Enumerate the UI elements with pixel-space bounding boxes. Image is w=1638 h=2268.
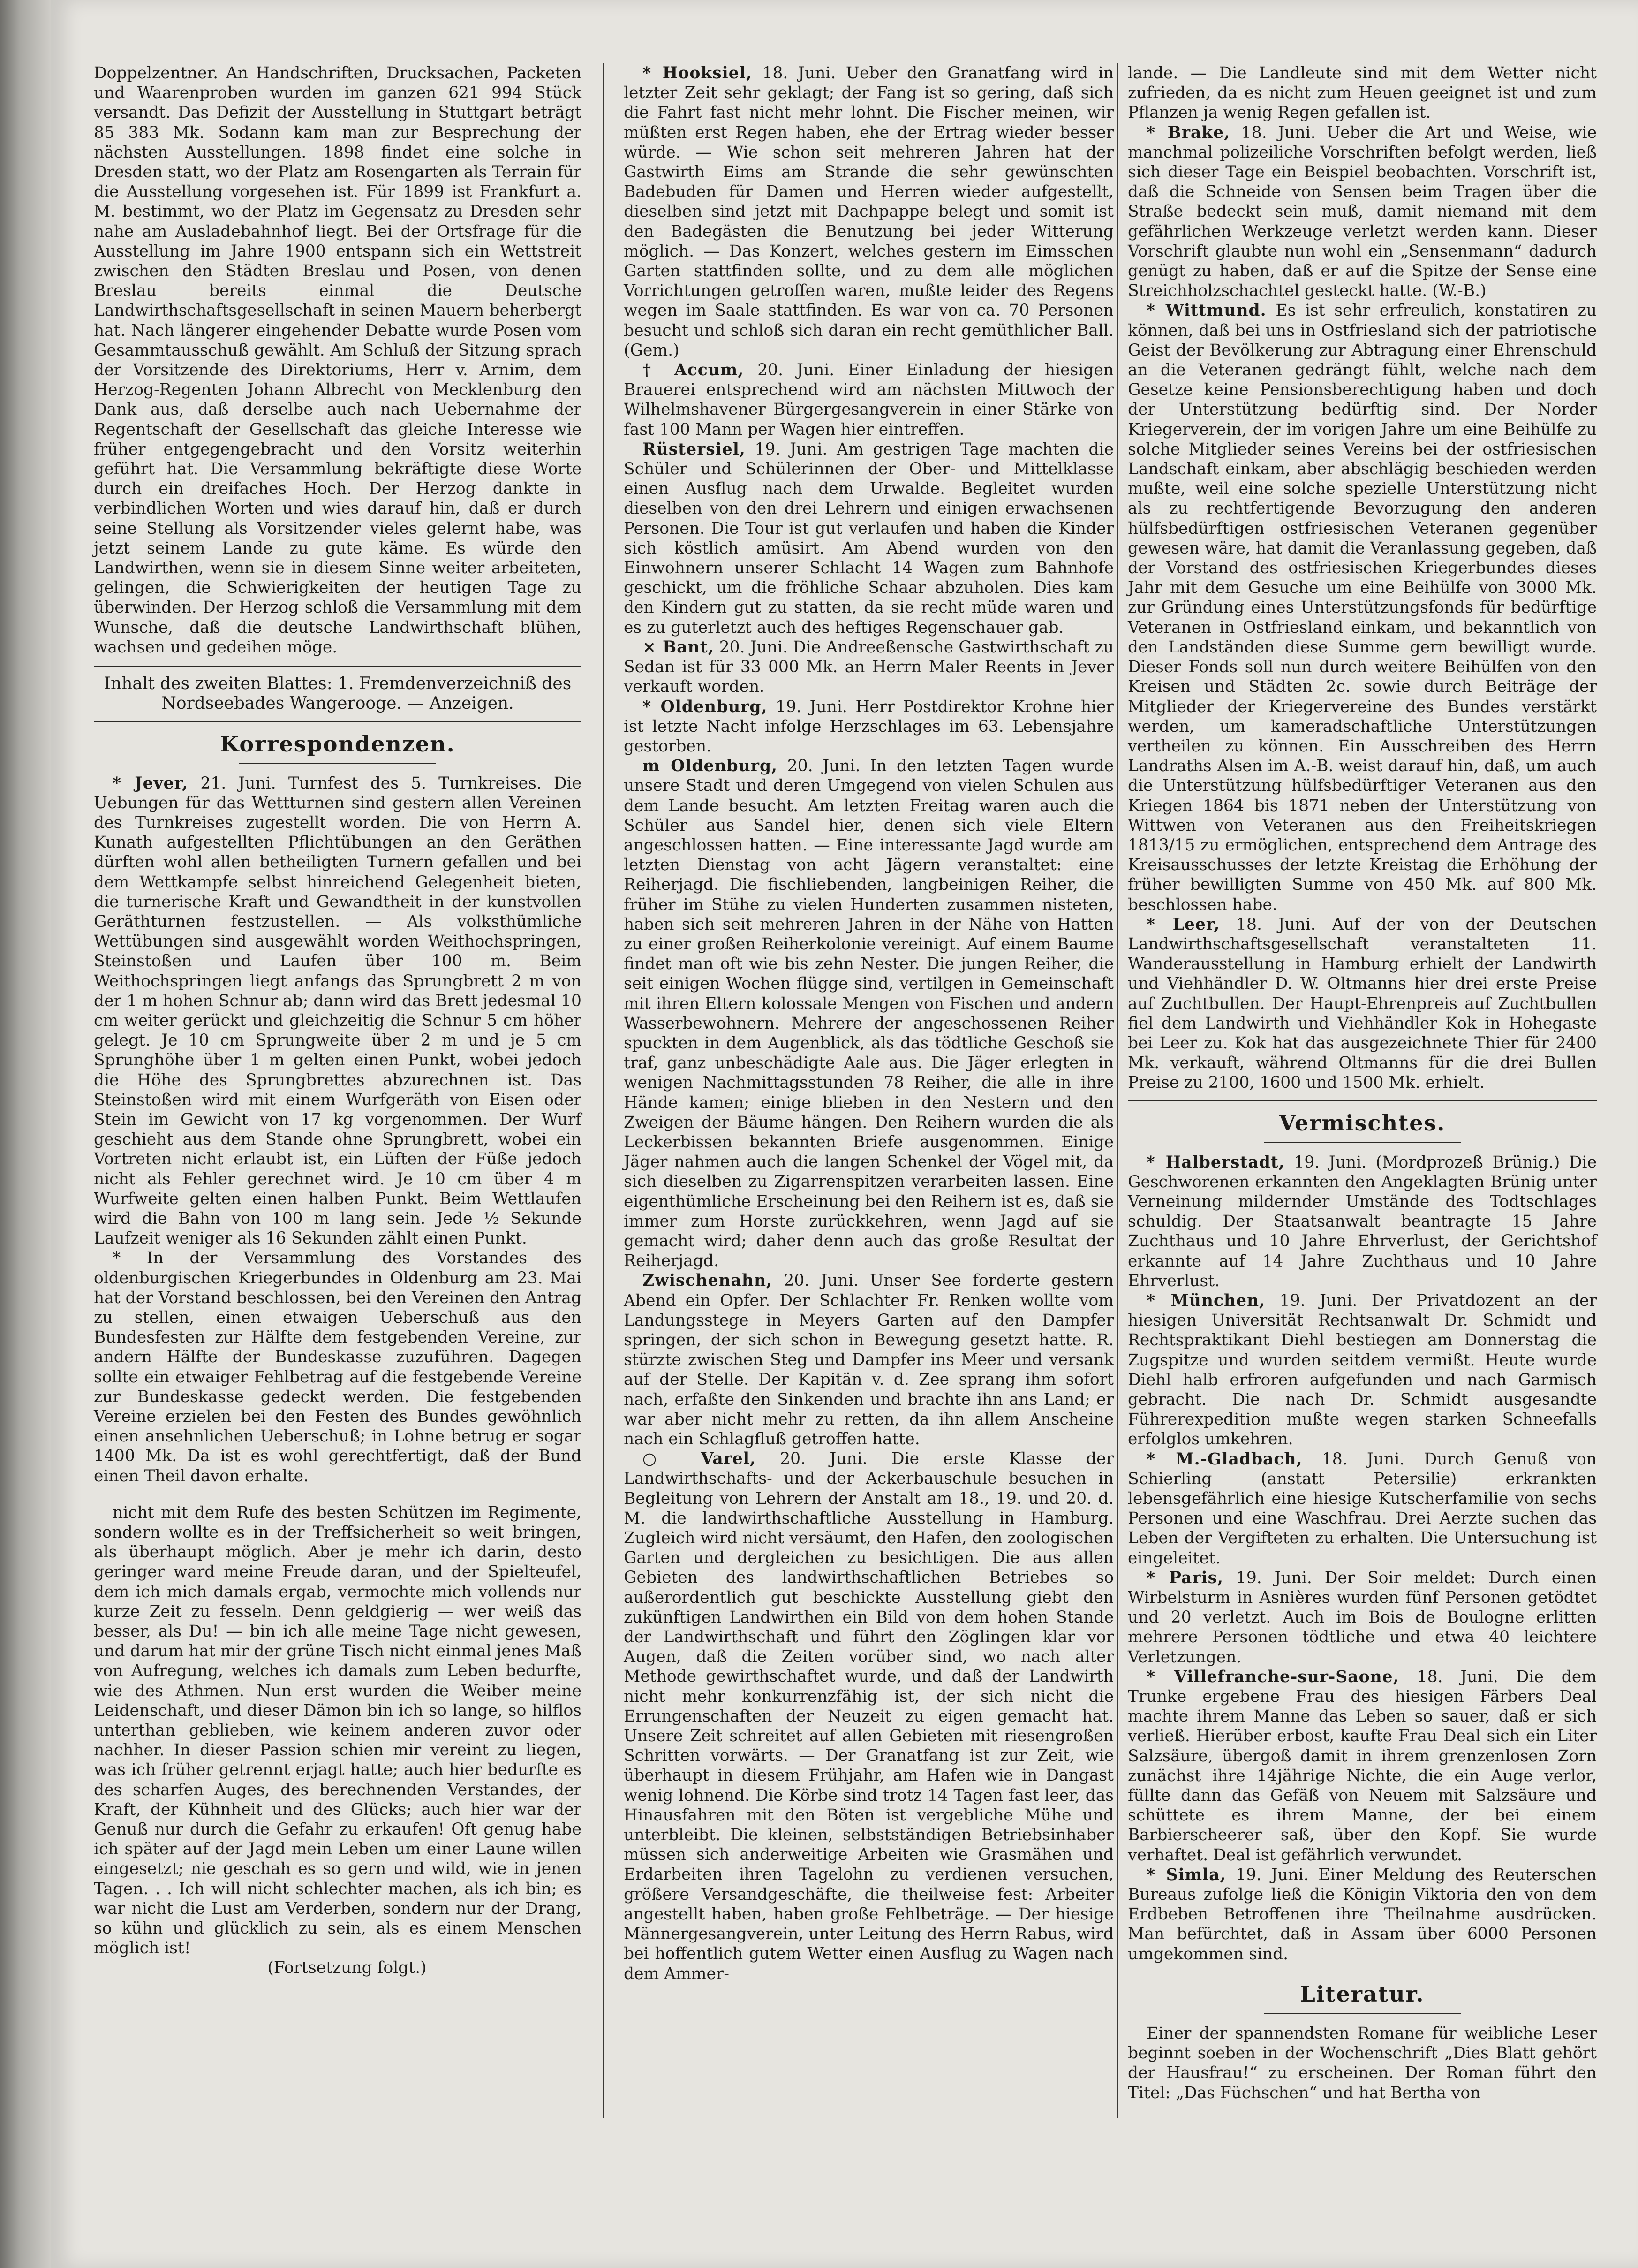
news-item: [1128, 1153, 1597, 1291]
news-text: 19. Juni. Am gestrigen Tage machten die Schüler und Schülerinnen der Ober- und Mittelklasse einen Ausflug nach dem Urwalde. Begleitet wurden dieselben von den drei Lehrern und einigen erwachsenen Personen. Die Tour ist gut verlaufen und haben die Kinder sich köstlich amüsirt. Am Abend wurden von den Einwohnern unserer Schlacht 14 Wagen zum Bahnhofe geschickt, um die fröhliche Schaar abzuholen. Dies kam den Kindern gut zu statten, da sie recht müde waren und es zu guterletzt auch des heftiges Regenschauer gab.: [624, 440, 1114, 637]
news-text: 18. Juni. Ueber die Art und Weise, wie manchmal polizeiliche Vorschriften befolgt werden, ließ sich dieser Tage ein Beispiel beobachten. Vorschrift ist, daß die Schneide von Sensen beim Tragen über die Straße bedeckt sein muß, damit niemand mit dem gefährlichen Werkzeuge verletzt werden kann. Dieser Vorschrift glaubte nun wohl ein „Sensenmann“ dadurch genügt zu haben, daß er auf die Spitze der Sense eine Streichholzschachtel gesteckt hatte. (W.-B.): [1128, 123, 1597, 301]
column-2: [624, 63, 1114, 1984]
continuation-note: (Fortsetzung folgt.): [267, 1958, 427, 1978]
news-text: 21. Juni. Turnfest des 5. Turnkreises. Die Uebungen für das Wettturnen sind gestern allen Vereinen des Turnkreises zugestellt worden. Die von Herrn A. Kunath aufgestellten Pflichtübungen an den Geräthen dürften wohl allen betheiligten Turnern gefallen und bei dem Wettkampfe selbst hinreichend Gelegenheit bieten, die turnerische Kraft und Gewandtheit in der kunstvollen Geräthturnen festzustellen. — Als volksthümliche Wettübungen sind ausgewählt worden Weithochspringen, Steinstoßen und Laufen über 100 m. Beim Weithochspringen liegt anfangs das Sprungbrett 2 m von der 1 m hohen Schnur ab; dann wird das Brett jedesmal 10 cm weiter gerückt und gleichzeitig die Schnur 5 cm höher gelegt. Je 10 cm Sprungweite über 2 m und je 5 cm Sprunghöhe über 1 m gelten einen Punkt, wobei jedoch die Höhe des Sprungbrettes abzurechnen ist. Das Steinstoßen wird mit einem Wurfgeräth von Eisen oder Stein im Gewicht von 17 kg vorgenommen. Der Wurf geschieht aus dem Stande ohne Sprungbrett, wobei ein Vortreten nicht erlaubt ist, ein Lüften der Füße jedoch nicht als Fehler gerechnet wird. Je 10 cm über 4 m Wurfweite gelten einen halben Punkt. Beim Wettlaufen wird die Bahn von 100 m lang sein. Jede ½ Sekunde Laufzeit weniger als 16 Sekunden zählt einen Punkt.: [94, 774, 582, 1248]
news-text: 18. Juni. Ueber den Granatfang wird in letzter Zeit sehr geklagt; der Fang ist so gering, daß sich die Fahrt fast nicht mehr lohnt. Die Fischer meinen, wir müßten erst Regen haben, ehe der Ertrag wieder besser würde. — Wie schon seit mehreren Jahren hat der Gastwirth Eims am Strande die sehr gewünschten Badebuden für Damen und Herren wieder aufgestellt, dieselben sind jetzt mit Dachpappe belegt und somit ist den Badegästen die Benutzung bei jeder Witterung möglich. — Das Konzert, welches gestern im Eimsschen Garten stattfinden sollte, und zu dem alle möglichen Vorrichtungen getroffen waren, mußte leider des Regens wegen im Saale stattfinden. Es war von ca. 70 Personen besucht und schloß sich daran ein recht gemüthlicher Ball. (Gem.): [624, 64, 1114, 360]
heading-underline: [1264, 1142, 1461, 1143]
dateline: * Wittmund.: [1147, 301, 1267, 320]
news-text: 19. Juni. Der Privatdozent an der hiesigen Universität Rechtsanwalt Dr. Schmidt und Rechtspraktikant Diehl bestiegen am Donnerstag die Zugspitze und wurden seitdem vermißt. Heute wurde Diehl halb erfroren aufgefunden und nach Garmisch gebracht. Die nach Dr. Schmidt ausgesandte Führerexpedition mußte wegen starken Schneefalls erfolglos umkehren.: [1128, 1291, 1597, 1449]
heading-underline: [1264, 2013, 1461, 2014]
dateline: * Simla,: [1147, 1865, 1226, 1884]
dateline: * Jever,: [113, 774, 189, 793]
dateline: * Paris,: [1147, 1568, 1224, 1587]
dateline: * München,: [1147, 1291, 1266, 1310]
dateline: * Brake,: [1147, 123, 1230, 142]
news-item: [624, 360, 1114, 440]
separator-rule: [1128, 1100, 1597, 1101]
news-text: 19. Juni. Herr Postdirektor Krohne hier ist letzte Nacht infolge Herzschlages im 63. Lebensjahre gestorben.: [624, 697, 1114, 756]
separator-rule: [94, 721, 581, 722]
news-item: [624, 63, 1114, 360]
news-text: 18. Juni. Die dem Trunke ergebene Frau des hiesigen Färbers Deal machte ihrem Manne das Leben so sauer, daß er sich verließ. Hierüber erbost, kaufte Frau Deal sich ein Liter Salzsäure, übergoß damit in ihrem grenzenlosen Zorn zunächst ihre 14jährige Nichte, die ein Auge verlor, füllte dann das Gefäß von Neuem mit Salzsäure und schüttete es ihrem Manne, der bei einem Barbierscheerer saß, über den Kopf. Sie wurde verhaftet. Deal ist gefährlich verwundet.: [1128, 1667, 1597, 1865]
news-item: [624, 1449, 1114, 1983]
column-3: [1128, 63, 1597, 2103]
dateline: × Bant,: [642, 637, 714, 657]
separator-rule: [94, 665, 581, 667]
dateline: * Oldenburg,: [642, 697, 768, 716]
news-item: [1128, 301, 1597, 914]
news-item: [1128, 1568, 1597, 1667]
news-text: 19. Juni. Der Soir meldet: Durch einen Wirbelsturm in Asnières wurden fünf Personen getödtet und 20 verletzt. Auch im Bois de Boulogne erlitten mehrere Personen tödtliche und etwa 40 leichtere Verletzungen.: [1128, 1568, 1597, 1667]
dateline: * M.-Gladbach,: [1147, 1449, 1303, 1469]
heading-underline: [239, 763, 436, 764]
news-item: [1128, 1865, 1597, 1964]
news-item: [624, 637, 1114, 697]
column-divider: [603, 63, 604, 2118]
news-text: Es ist sehr erfreulich, konstatiren zu können, daß bei uns in Ostfriesland sich der patriotische Geist der Bevölkerung zur Abtragung einer Ehrenschuld an die Veteranen gedrängt fühlt, welche nach dem Gesetze keine Pensionsberechtigung haben und doch der Unterstützung bedürftig sind. Der Norder Kriegerverein, der im vorigen Jahre um eine Beihülfe zu solche Mitglieder seines Vereins bei der ostfriesischen Landschaft einkam, aber abschlägig beschieden werden mußte, weil eine solche spezielle Unterstützung nicht als zu rechtfertigende Bevorzugung den anderen hülfsbedürftigen ostfriesischen Veteranen gegenüber gewesen wäre, hat damit die Veranlassung gegeben, daß der Vorstand des ostfriesischen Kriegerbundes dieses Jahr mit dem Gesuche um eine Beihülfe von 3000 Mk. zur Gründung eines Unterstützungsfonds für bedürftige Veteranen in Ostfriesland einkam, und bekanntlich von den Landständen diese Summe gern bewilligt wurde. Dieser Fonds soll nun durch weitere Beihülfen von den Kreisen und Städten 2c. sowie durch Beiträge der Mitglieder der Kriegervereine des Bundes verstärkt werden, um kameradschaftliche Unterstützungen vertheilen zu können. Ein Ausschreiben des Herrn Landraths Alsen im A.-B. weist darauf hin, daß, um auch die Unterstützung hülfsbedürftiger Veteranen aus den Kriegen 1864 bis 1871 neben der Unterstützung von Wittwen von Veteranen aus den Freiheitskriegen 1813/15 zu ermöglichen, entsprechend dem Antrage des Kreisausschusses der letzte Kreistag die Erhöhung der früher bewilligten Summe von 450 Mk. auf 800 Mk. beschlossen habe.: [1128, 301, 1597, 914]
news-text: 20. Juni. In den letzten Tagen wurde unsere Stadt und deren Umgegend von vielen Schulen aus dem Lande besucht. Am letzten Freitag waren auch die Schüler aus Sandel hier, denen sich viele Eltern angeschlossen hatten. — Eine interessante Jagd wurde am letzten Dienstag von acht Jägern veranstaltet: eine Reiherjagd. Die fischliebenden, langbeinigen Reiher, die früher im Stühe zu vielen Hunderten zusammen nisteten, haben sich seit mehreren Jahren in der Nähe von Hatten zu einer großen Reiherkolonie vereinigt. Auf einem Baume findet man oft wie bis zehn Nester. Die jungen Reiher, die seit einigen Wochen flügge sind, vertilgen in Gemeinschaft mit ihren Eltern kolossale Mengen von Fischen und andern Wasserbewohnern. Mehrere der angeschossenen Reiher spuckten in dem Augenblick, als das tödtliche Geschoß sie traf, ganz unbeschädigte Aale aus. Die Jäger erlegten in wenigen Nachmittagsstunden 78 Reiher, die alle in ihre Hände kamen; einige blieben in den Nestern und den Zweigen der Bäume hängen. Den Reihern wurden die als Leckerbissen bekannten Briefe ausgenommen. Einige Jäger nahmen auch die langen Schenkel der Vögel mit, da sich dieselben zu Zigarrenspitzen verarbeiten lassen. Eine eigenthümliche Erscheinung bei den Reihern ist es, daß sie immer zum Horste zurückkehren, wenn Jagd auf sie gemacht wird; daher denn auch das große Resultat der Reiherjagd.: [624, 757, 1114, 1271]
section-heading-literature: Literatur.: [1300, 1981, 1425, 2007]
adjacent-page-edge: [0, 0, 51, 2268]
article-text: lande. — Die Landleute sind mit dem Wetter nicht zufrieden, da es nicht zum Heuen geeignet ist und zum Pflanzen ja wenig Regen gefallen ist.: [1128, 64, 1597, 122]
news-item: [624, 1271, 1114, 1449]
news-text: 20. Juni. Unser See forderte gestern Abend ein Opfer. Der Schlachter Fr. Renken wollte vom Landungsstege in Meyers Garten auf den Dampfer springen, der sich schon in Bewegung gesetzt hatte. R. stürzte zwischen Steg und Dampfer ins Meer und versank auf der Stelle. Der Kapitän v. d. Zee sprang ihm sofort nach, erfaßte den Sinkenden und brachte ihn ans Land; er war aber nicht mehr zu retten, da ihn allem Anscheine nach ein Schlagfluß getroffen hatte.: [624, 1271, 1114, 1449]
news-text: 20. Juni. Die erste Klasse der Landwirthschafts- und der Ackerbauschule besuchen in Begleitung von Lehrern der Anstalt am 18., 19. und 20. d. M. die landwirthschaftliche Ausstellung in Hamburg. Zugleich wird nicht versäumt, den Hafen, den zoologischen Garten und dergleichen zu besichtigen. Die aus allen Gebieten des landwirthschaftlichen Betriebes so außerordentlich gut beschickte Ausstellung giebt den zukünftigen Landwirthen ein Bild von dem hohen Stande der Landwirthschaft und führt den Zöglingen klar vor Augen, daß die Zeiten vorüber sind, wo nach alter Methode gewirthschaftet wurde, und daß der Landwirth nicht mehr konkurrenzfähig ist, der sich nicht die Errungenschaften der Neuzeit zu eigen gemacht hat. Unsere Zeit schreitet auf allen Gebieten mit riesengroßen Schritten vorwärts. — Der Granatfang ist zur Zeit, wie überhaupt in diesem Frühjahr, am Hafen wie in Dangast wenig lohnend. Die Körbe sind trotz 14 Tagen fast leer, das Hinausfahren mit den Böten ist vergebliche Mühe und unterbleibt. Die kleinen, selbstständigen Betriebsinhaber müssen sich anderweitige Arbeiten wie Grasmähen und Erdarbeiten ihren Tagelohn zu verdienen versuchen, größere Versandgeschäfte, die theilweise fest: Arbeiter angestellt haben, haben große Fehlbeträge. — Der hiesige Männergesangverein, unter Leitung des Herrn Rabus, wird bei hoffentlich gutem Wetter einen Ausflug zu Wagen nach dem Ammer-: [624, 1449, 1114, 1983]
contents-notice: Inhalt des zweiten Blattes: 1. Fremdenverzeichniß des Nordseebades Wangerooge. — Anzeigen.: [104, 674, 572, 713]
news-text: 19. Juni. (Mordprozeß Brünig.) Die Geschworenen erkannten den Angeklagten Brünig unter Verneinung mildernder Umstände des Todtschlages schuldig. Der Staatsanwalt beantragte 15 Jahre Zuchthaus und 10 Jahre Ehrverlust, der Gerichtshof erkannte auf 14 Jahre Zuchthaus und 10 Jahre Ehrverlust.: [1128, 1153, 1597, 1290]
dateline: Rüstersiel,: [642, 440, 746, 459]
news-text: 20. Juni. Die Andreeßensche Gastwirthschaft zu Sedan ist für 33 000 Mk. an Herrn Maler Reents in Jever verkauft worden.: [624, 637, 1114, 697]
dateline: Zwischenahn,: [642, 1271, 773, 1290]
dateline: * Hooksiel,: [642, 64, 752, 83]
dateline: * Halberstadt,: [1147, 1153, 1285, 1172]
news-text: 18. Juni. Durch Genuß von Schierling (anstatt Petersilie) erkrankten lebensgefährlich eine hiesige Kutscherfamilie von sechs Personen und eine Waschfrau. Drei Aerzte suchen das Leben der Vergifteten zu erhalten. Die Untersuchung ist eingeleitet.: [1128, 1449, 1597, 1568]
dateline: ○ Varel,: [642, 1449, 756, 1469]
news-item: [624, 440, 1114, 637]
section-heading-miscellaneous: Vermischtes.: [1279, 1110, 1446, 1136]
article-text: Doppelzentner. An Handschriften, Drucksachen, Packeten und Waarenproben wurden im ganzen 621 994 Stück versandt. Das Defizit der Ausstellung in Stuttgart beträgt 85 383 Mk. Sodann kam man zur Besprechung der nächsten Ausstellungen. 1898 findet eine solche in Dresden statt, wo der Platz am Rosengarten als Terrain für die Ausstellung vorgesehen ist. Für 1899 ist Frankfurt a. M. bestimmt, wo der Platz im Gegensatz zu Dresden sehr nahe am Ausladebahnhof liegt. Bei der Ortsfrage für die Ausstellung im Jahre 1900 entspann sich ein Wettstreit zwischen den Städten Breslau und Posen, von denen Breslau bereits einmal die Deutsche Landwirthschaftsgesellschaft in seinen Mauern beherbergt hat. Nach längerer eingehender Debatte wurde Posen vom Gesammtausschuß gewählt. Am Schluß der Sitzung sprach der Vorsitzende des Direktoriums, Herr v. Arnim, dem Herzog-Regenten Johann Albrecht von Mecklenburg den Dank aus, daß derselbe auch nach Uebernahme der Regentschaft der Gesellschaft das gleiche Interesse wie früher entgegengebracht und den Vorsitz weiterhin geführt hat. Die Versammlung bekräftigte diese Worte durch ein dreifaches Hoch. Der Herzog dankte in verbindlichen Worten und wies darauf hin, daß er durch seine Stellung als Vorsitzender vieles gelernt habe, was jetzt seinem Lande zu gute käme. Es würde den Landwirthen, wenn sie in diesem Sinne weiter arbeiteten, gelingen, die Schwierigkeiten der heutigen Tage zu überwinden. Der Herzog schloß die Versammlung mit dem Wunsche, daß die deutsche Landwirthschaft blühen, wachsen und gedeihen möge.: [94, 64, 581, 657]
news-text: 18. Juni. Auf der von der Deutschen Landwirthschaftsgesellschaft veranstalteten 11. Wanderausstellung in Hamburg erhielt der Landwirth und Viehhändler D. W. Oltmanns hier drei erste Preise auf Zuchtbullen. Der Haupt-Ehrenpreis auf Zuchtbullen fiel dem Landwirth und Viehhändler Kok in Hohegaste bei Leer zu. Kok hat das ausgezeichnete Thier für 2400 Mk. verkauft, während Oltmanns für die drei Bullen Preise zu 2100, 1600 und 1500 Mk. erhielt.: [1128, 915, 1597, 1092]
literature-text: Einer der spannendsten Romane für weibliche Leser beginnt soeben in der Wochenschrift „Dies Blatt gehört der Hausfrau!“ zu erscheinen. Der Roman führt den Titel: „Das Füchschen“ und hat Bertha von: [1128, 2024, 1597, 2102]
news-item: [1128, 1291, 1597, 1449]
column-divider: [1117, 63, 1118, 2118]
news-item: [1128, 1667, 1597, 1865]
news-item: [624, 756, 1114, 1271]
dateline: m Oldenburg,: [642, 757, 778, 776]
news-item: * In der Versammlung des Vorstandes des oldenburgischen Kriegerbundes in Oldenburg am 23. Mai hat der Vorstand beschlossen, bei den Vereinen den Antrag zu stellen, einen etwaigen Ueberschuß aus den Bundesfesten zur Hälfte dem festgebenden Vereine, zur andern Hälfte der Bundeskasse zuzuführen. Dagegen sollte ein etwaiger Fehlbetrag auf die festgebende Vereine zur Bundeskasse gedeckt werden. Die festgebenden Vereine erzielen bei den Festen des Bundes gewöhnlich einen ansehnlichen Ueberschuß; in Lohne betrug er sogar 1400 Mk. Da ist es wohl gerechtfertigt, daß der Bund einen Theil davon erhalte.: [94, 1249, 581, 1486]
dateline: * Villefranche-sur-Saone,: [1147, 1667, 1399, 1686]
news-item: [1128, 1449, 1597, 1568]
news-item: [1128, 915, 1597, 1093]
serial-novel-text: nicht mit dem Rufe des besten Schützen im Regimente, sondern wollte es in der Treffsicherheit so weit bringen, als überhaupt möglich. Aber je mehr ich darin, desto geringer ward meine Freude daran, und der Spielteufel, dem ich mich damals ergab, vermochte mich vollends nur kurze Zeit zu fesseln. Denn geldgierig — wer weiß das besser, als Du! — bin ich alle meine Tage nicht gewesen, und darum hat mir der grüne Tisch nicht einmal jenes Maß von Aufregung, welches ich damals zum Leben bedurfte, wie des Athmen. Nun erst wurden die Weiber meine Leidenschaft, und dieser Dämon bin ich so lange, so hilflos unterthan geblieben, wie keinem anderen zuvor oder nachher. In dieser Passion schien mir vereint zu liegen, was ich früher getrennt erjagt hatte; auch hier bedurfte es des scharfen Auges, des berechnenden Verstandes, der Kraft, der Kühnheit und des Glücks; auch hier war der Genuß nur durch die Gefahr zu erkaufen! Oft genug habe ich später auf der Jagd mein Leben um einer Laune willen eingesetzt; nie geschah es so gern und wild, wie in jenen Tagen. . . Ich will nicht schlechter machen, als ich bin; es war nicht die Lust am Verderben, sondern nur der Drang, so kühn und glücklich zu sein, als es einem Menschen möglich ist!: [94, 1503, 581, 1958]
news-item: [1128, 123, 1597, 301]
separator-rule: [94, 1494, 581, 1495]
column-1: [94, 63, 581, 1978]
dateline: † Accum,: [642, 361, 744, 380]
dateline: * Leer,: [1147, 915, 1220, 934]
news-text: 20. Juni. Einer Einladung der hiesigen Brauerei entsprechend wird am nächsten Mittwoch der Wilhelmshavener Bürgergesangverein in einer Stärke von fast 100 Mann per Wagen hier eintreffen.: [624, 361, 1114, 439]
section-heading-correspondence: Korrespondenzen.: [220, 731, 455, 757]
news-text: 19. Juni. Einer Meldung des Reuterschen Bureaus zufolge ließ die Königin Viktoria den von dem Erdbeben Betroffenen ihre Theilnahme ausdrücken. Man befürchtet, daß in Assam über 6000 Personen umgekommen sind.: [1128, 1865, 1597, 1964]
news-item: [94, 774, 581, 1249]
news-item: [624, 697, 1114, 757]
